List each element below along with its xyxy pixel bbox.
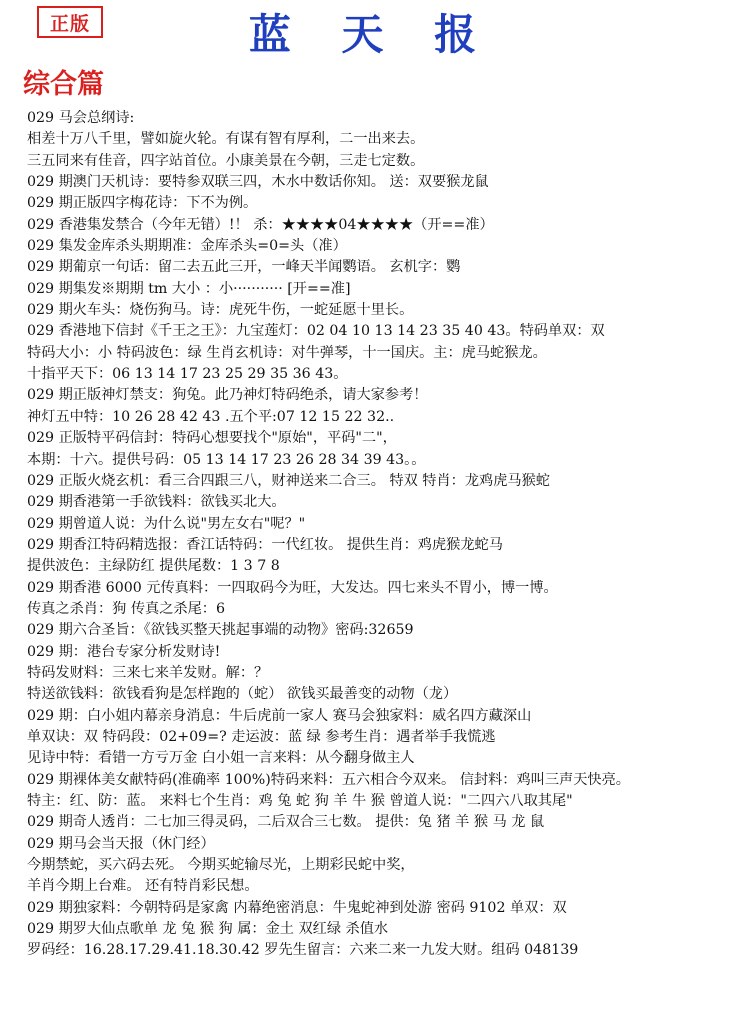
text-line: 029 期香港第一手欲钱料：欲钱买北大。 [27, 494, 286, 511]
text-line: 029 香港集发禁合（今年无错）!！ 杀：★★★★04★★★★（开==准） [27, 216, 494, 233]
text-line: 传真之杀肖：狗 传真之杀尾：6 [27, 600, 225, 617]
text-line: 029 期六合圣旨：《欲钱买整天挑起事端的动物》密码:32659 [27, 622, 414, 639]
text-line: 三五同来有佳音，四字站首位。小康美景在今朝，三走七定数。 [27, 152, 425, 169]
text-line: 今期禁蛇，买六码去死。 今期买蛇输尽光，上期彩民蛇中奖， [27, 857, 415, 874]
text-line: 029 正版特平码信封：特码心想要找个"原始"，平码"二"， [27, 430, 397, 447]
genuine-edition-stamp: 正版 [37, 6, 103, 38]
text-line: 相差十万八千里，譬如旋火轮。有谋有智有厚利，二一出来去。 [27, 131, 425, 148]
text-line: 本期：十六。提供号码：05 13 14 17 23 26 28 34 39 43。。 [27, 451, 426, 468]
text-line: 羊肖今期上台难。 还有特肖彩民想。 [27, 878, 259, 895]
text-line: 029 期香港 6000 元传真料：一四取码今为旺，大发达。四七来头不胃小，博一博。 [27, 579, 558, 596]
text-line: 029 期：港台专家分析发财诗! [27, 643, 221, 660]
text-line: 029 香港地下信封《千王之王》：九宝莲灯：02 04 10 13 14 23 35 40 43。特码单双：双 [27, 323, 605, 340]
newspaper-title: 蓝 天 报 [248, 10, 495, 59]
text-line: 神灯五中特：10 26 28 42 43 .五个平:07 12 15 22 32.. [27, 408, 395, 425]
text-line: 029 期马会当天报（休门经） [27, 835, 215, 852]
text-line: 特主：红、防：蓝。 来料七个生肖：鸡 兔 蛇 狗 羊 牛 猴 曾道人说："二四六八取其尾" [27, 793, 573, 809]
text-line: 提供波色：主绿防红 提供尾数：1 3 7 8 [27, 558, 280, 575]
text-line: 029 期正版四字梅花诗：下不为例。 [27, 195, 258, 212]
text-line: 029 马会总纲诗: [27, 110, 135, 126]
text-line: 029 期集发※期期 tm 大小 ：小··········· [开==准] [27, 280, 351, 297]
text-line: 029 期裸体美女献特码(准确率 100%)特码来料：五六相合今双来。 信封料：鸡叫三声天快亮。 [27, 771, 630, 788]
text-line: 特码发财料：三来七来羊发财。解：？ [27, 664, 269, 681]
content-lines [27, 108, 739, 962]
text-line: 特码大小：小 特码波色：绿 生肖玄机诗：对牛弹琴，十一国庆。主：虎马蛇猴龙。 [27, 344, 547, 361]
text-line: 029 期：白小姐内幕亲身消息：牛后虎前一家人 赛马会独家料：威名四方藏深山 [27, 707, 532, 724]
text-line: 029 集发金库杀头期期准：金库杀头=0=头（准） [27, 238, 347, 255]
text-line: 十指平天下：06 13 14 17 23 25 29 35 36 43。 [27, 366, 348, 383]
text-line: 特送欲钱料：欲钱看狗是怎样跑的（蛇） 欲钱买最善变的动物（龙） [27, 686, 458, 703]
section-heading: 综合篇 [23, 69, 104, 100]
text-line: 029 期澳门天机诗：要特参双联三四，木水中数话你知。 送：双要猴龙鼠 [27, 174, 489, 191]
text-line: 029 期火车头：烧伤狗马。诗：虎死牛伤，一蛇延愿十里长。 [27, 302, 414, 319]
text-line: 见诗中特：看错一方亏万金 白小姐一言来料：从今翻身做主人 [27, 750, 415, 767]
text-line: 029 期正版神灯禁支：狗兔。此乃神灯特码绝杀，请大家参考！ [27, 387, 428, 404]
text-line: 029 期曾道人说：为什么说"男左女右"呢？" [27, 515, 306, 532]
text-line: 029 期葡京一句话：留二去五此三开，一峰天半闻鹦语。 玄机字：鹦 [27, 259, 461, 276]
text-line: 罗码经：16.28.17.29.41.18.30.42 罗先生留言：六来二来一九发大财。组码 048139 [27, 942, 579, 959]
text-line: 029 期香江特码精选报：香江话特码：一代红妆。 提供生肖：鸡虎猴龙蛇马 [27, 536, 503, 553]
text-line: 029 正版火烧玄机：看三合四跟三八，财神送来二合三。 特双 特肖：龙鸡虎马猴蛇 [27, 472, 550, 489]
text-line: 单双诀：双 特码段：02+09=? 走运波：蓝 绿 参考生肖：遇者举手我慌逃 [27, 728, 496, 745]
text-line: 029 期罗大仙点歌单 龙 兔 猴 狗 属：金土 双红绿 杀值水 [27, 921, 389, 938]
text-line: 029 期独家料：今朝特码是家禽 内幕绝密消息：牛鬼蛇神到处游 密码 9102 单双：双 [27, 899, 567, 916]
text-line: 029 期奇人透肖：二七加三得灵码，二后双合三七数。 提供：兔 猪 羊 猴 马 龙 鼠 [27, 814, 545, 831]
